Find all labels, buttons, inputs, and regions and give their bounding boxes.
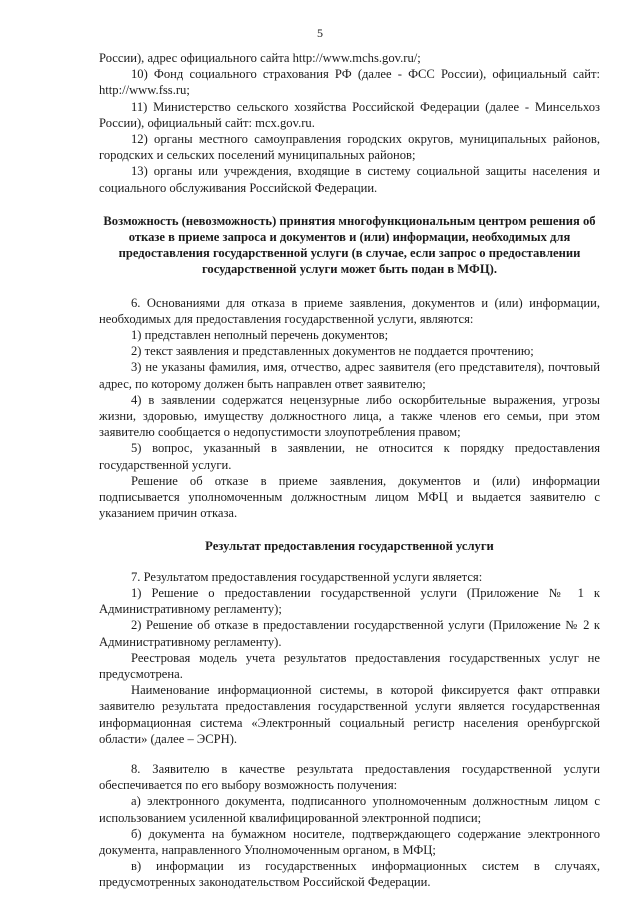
paragraph: 6. Основаниями для отказа в приеме заявления, документов и (или) информации, необходимых для предоставления государственной услуги, являются: xyxy=(99,295,600,326)
paragraph: Решение об отказе в приеме заявления, документов и (или) информации подписывается уполномоченным должностным лицом МФЦ и выдается заявителю с указанием причин отказа. xyxy=(99,473,600,521)
paragraph: 8. Заявителю в качестве результата предоставления государственной услуги обеспечивается по его выбору возможность получения: xyxy=(99,761,600,793)
list-item: 11) Министерство сельского хозяйства Российской Федерации (далее - Минсельхоз России), официальный сайт: mcx.gov.ru. xyxy=(99,99,600,130)
list-item: 2) Решение об отказе в предоставлении государственной услуги (Приложение № 2 к Административному регламенту). xyxy=(99,618,600,649)
paragraph: России), адрес официального сайта http://www.mchs.gov.ru/; xyxy=(99,51,421,65)
paragraph: 7. Результатом предоставления государственной услуги является: xyxy=(131,569,483,584)
list-item: а) электронного документа, подписанного уполномоченным должностным лицом с использованием усиленной квалифицированной электронной подписи; xyxy=(99,794,600,825)
list-item: 5) вопрос, указанный в заявлении, не относится к порядку предоставления государственной услуги. xyxy=(99,441,600,472)
paragraph: Реестровая модель учета результатов предоставления государственных услуг не предусмотрена. xyxy=(99,650,600,681)
list-item: 12) органы местного самоуправления городских округов, муниципальных районов, городских и сельских поселений муниципальных районов; xyxy=(99,132,600,163)
paragraph: Наименование информационной системы, в которой фиксируется факт отправки заявителю результата предоставления государственной услуги является государственная информационная система «Электронный социальный регистр населения оренбургской области» (далее – ЭСРН). xyxy=(99,683,600,746)
list-item: 2) текст заявления и представленных документов не поддается прочтению; xyxy=(131,344,534,359)
list-item: 1) Решение о предоставлении государственной услуги (Приложение № 1 к Административному регламенту); xyxy=(99,585,600,617)
list-item: в) информации из государственных информационных систем в случаях, предусмотренных законодательством Российской Федерации. xyxy=(99,859,600,890)
list-item: б) документа на бумажном носителе, подтверждающего содержание электронного документа, направленного Уполномоченным органом, в МФЦ; xyxy=(99,826,600,857)
list-item: 1) представлен неполный перечень документов; xyxy=(131,328,389,343)
page-number: 5 xyxy=(317,26,323,40)
document-body xyxy=(99,50,600,891)
section-heading: Возможность (невозможность) принятия многофункциональным центром решения об отказе в приеме запроса и документов и (или) информации, необходимых для предоставления государственной услуги (в случае, если запрос о предоставлении государственной услуги может быть подан в МФЦ). xyxy=(103,213,596,277)
list-item: 4) в заявлении содержатся нецензурные либо оскорбительные выражения, угрозы жизни, здоровью, имуществу должностного лица, а также членов его семьи, при этом заявителю сообщается о недопустимости злоупотребления правом; xyxy=(99,392,600,440)
list-item: 3) не указаны фамилия, имя, отчество, адрес заявителя (его представителя), почтовый адрес, по которому должен быть направлен ответ заявителю; xyxy=(99,360,600,391)
section-heading: Результат предоставления государственной услуги xyxy=(205,539,494,554)
list-item: 10) Фонд социального страхования РФ (далее - ФСС России), официальный сайт: http://www.fss.ru; xyxy=(99,67,600,98)
list-item: 13) органы или учреждения, входящие в систему социальной защиты населения и социального обслуживания Российской Федерации. xyxy=(99,164,600,195)
